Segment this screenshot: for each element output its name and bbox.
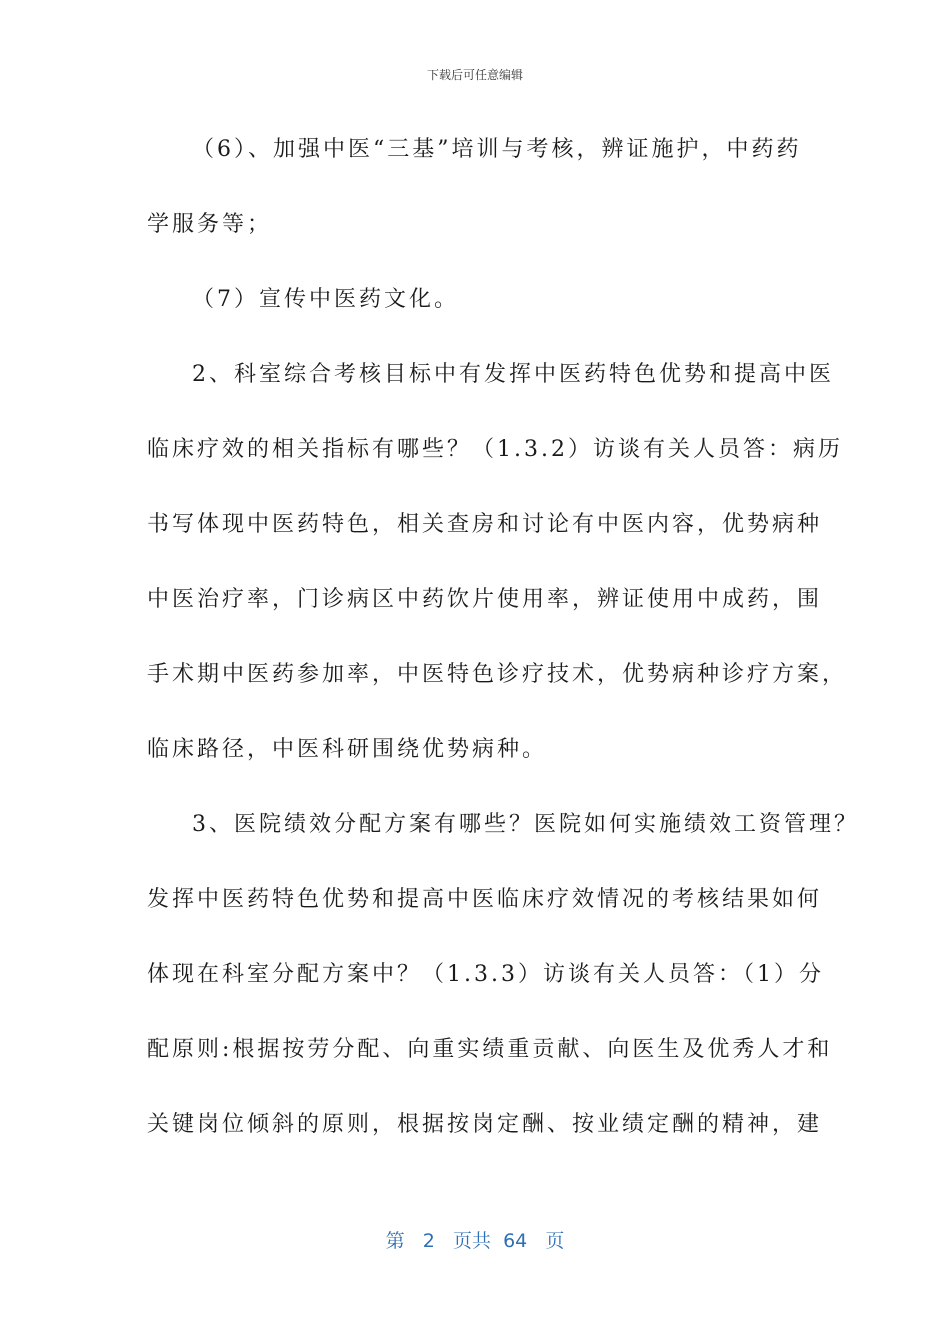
text-line: 关键岗位倾斜的原则，根据按岗定酬、按业绩定酬的精神，建 (147, 1112, 823, 1137)
text-line: 手术期中医药参加率，中医特色诊疗技术，优势病种诊疗方案， (147, 662, 848, 687)
text-line: 3、医院绩效分配方案有哪些？医院如何实施绩效工资管理？ (192, 812, 859, 837)
page-label-prefix: 第 (385, 1230, 405, 1252)
text-line: 体现在科室分配方案中？（1.3.3）访谈有关人员答：（1）分 (147, 962, 824, 987)
text-line: （6）、加强中医“三基”培训与考核，辨证施护，中药药 (192, 137, 802, 162)
text-line: 2、科室综合考核目标中有发挥中医药特色优势和提高中医 (192, 362, 834, 387)
current-page-number: 2 (422, 1230, 435, 1252)
page-header: 下载后可任意编辑 (426, 68, 523, 82)
text-line: 发挥中医药特色优势和提高中医临床疗效情况的考核结果如何 (147, 887, 823, 912)
text-line: （7）宣传中医药文化。 (192, 287, 459, 312)
text-line: 临床疗效的相关指标有哪些？（1.3.2）访谈有关人员答：病历 (147, 437, 843, 462)
page-footer (0, 1226, 950, 1253)
text-line: 临床路径，中医科研围绕优势病种。 (147, 737, 548, 762)
total-pages-number: 64 (503, 1230, 528, 1252)
page-label-middle: 页共 (452, 1230, 491, 1252)
text-line: 配原则:根据按劳分配、向重实绩重贡献、向医生及优秀人才和 (147, 1037, 833, 1062)
text-line: 中医治疗率，门诊病区中药饮片使用率，辨证使用中成药，围 (147, 587, 823, 612)
page-label-suffix: 页 (545, 1230, 565, 1252)
text-line: 学服务等； (147, 212, 273, 237)
text-line: 书写体现中医药特色，相关查房和讨论有中医内容，优势病种 (147, 512, 823, 537)
